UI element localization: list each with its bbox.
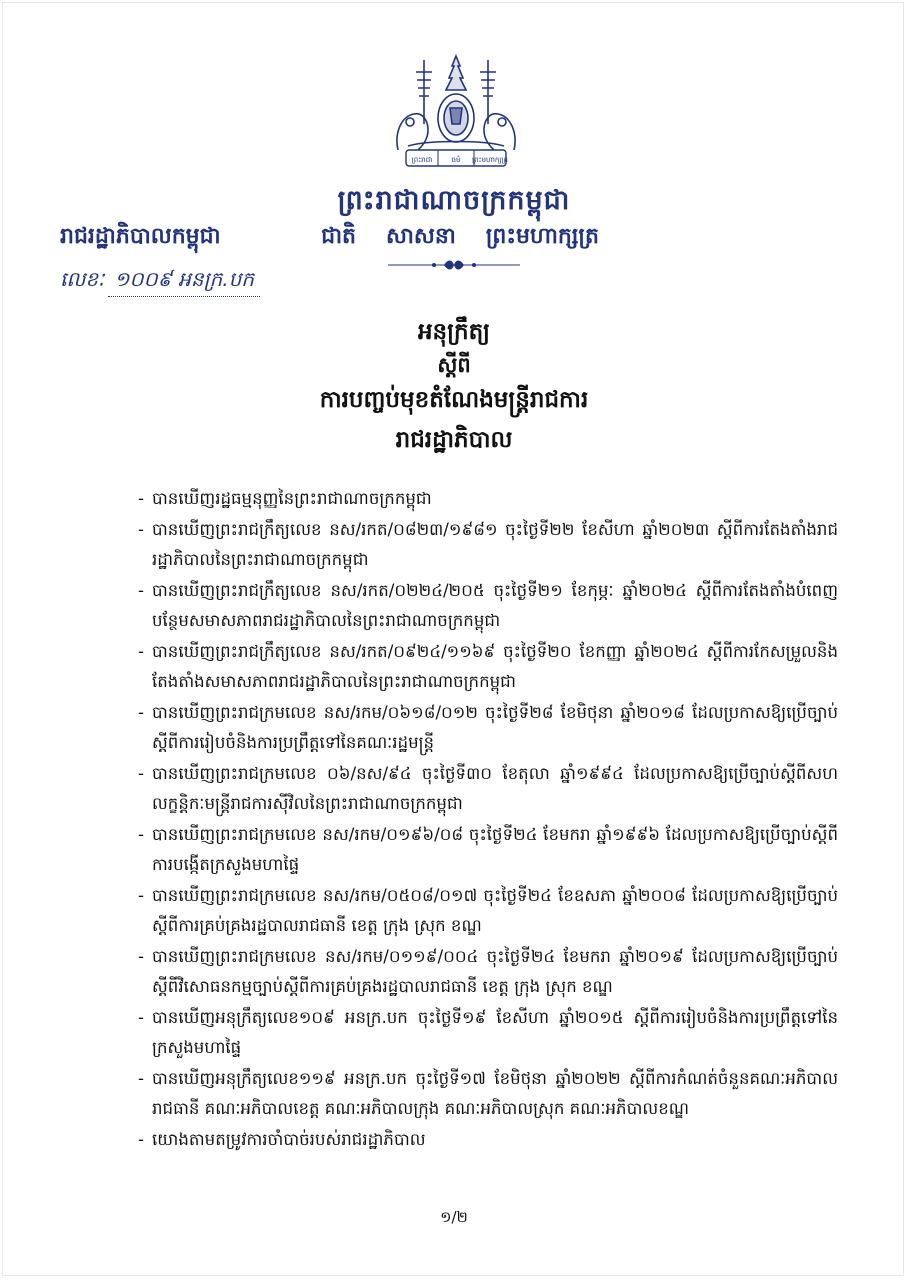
preamble-text: បានឃើញព្រះរាជក្រមលេខ នស/រកម/០៦១៨/០១២ ចុះថ្ងៃទី២៨ ខែមិថុនា ឆ្នាំ២០១៨ ដែលប្រកាសឱ្យប្រើច្បាប់ស្តីពីការរៀបចំនិងការប្រព្រឹត្តទៅនៃគណៈរដ្ឋមន្ត្រី bbox=[152, 702, 838, 752]
royal-emblem-icon bbox=[388, 54, 524, 172]
motto-king: ព្រះមហាក្សត្រ bbox=[485, 224, 599, 249]
document-subject: ការបញ្ចប់មុខតំណែងមន្ត្រីរាជការ bbox=[319, 387, 589, 413]
preamble-item: - បានឃើញព្រះរាជក្រឹត្យលេខ នស/រកត/០៩២៤/១១៦៩ ចុះថ្ងៃទី២០ ខែកញ្ញា ឆ្នាំ២០២៤ ស្តីពីការកែសម្រួលនិងតែងតាំងសមាសភាពរាជរដ្ឋាភិបាលនៃព្រះរាជាណាចក្រកម្ពុជា bbox=[138, 637, 838, 698]
preamble-item: - យោងតាមតម្រូវការចាំបាច់របស់រាជរដ្ឋាភិបាល bbox=[138, 1125, 838, 1156]
preamble-item: - បានឃើញអនុក្រឹត្យលេខ១០៩ អនក្រ.បក ចុះថ្ងៃទី១៩ ខែសីហា ឆ្នាំ២០១៥ ស្តីពីការរៀបចំនិងការប្រព្រឹត្តទៅនៃក្រសួងមហាផ្ទៃ bbox=[138, 1003, 838, 1064]
emblem-banner-left: ព្រះរាជា bbox=[411, 156, 433, 164]
kingdom-name: ព្រះរាជាណាចក្រកម្ពុជា bbox=[337, 185, 571, 216]
issuing-authority: រាជរដ្ឋាភិបាល bbox=[395, 427, 513, 453]
preamble-text: បានឃើញអនុក្រឹត្យលេខ១១៩ អនក្រ.បក ចុះថ្ងៃទី១៧ ខែមិថុនា ឆ្នាំ២០២២ ស្តីពីការកំណត់ចំនួនគណៈអភិបាលរាជធានី គណៈអភិបាលខេត្ត គណៈអភិបាលក្រុង គណៈអភិបាលស្រុក គណៈអភិបាលខណ្ឌ bbox=[152, 1068, 838, 1118]
preamble-item: - បានឃើញព្រះរាជក្រមលេខ ០៦/នស/៩៤ ចុះថ្ងៃទី៣០ ខែតុលា ឆ្នាំ១៩៩៤ ដែលប្រកាសឱ្យប្រើច្បាប់ស្តីពីសហលក្ខន្តិកៈមន្ត្រីរាជការស៊ីវិលនៃព្រះរាជាណាចក្រកម្ពុជា bbox=[138, 759, 838, 820]
reference-line bbox=[60, 266, 260, 297]
preamble-item: - បានឃើញព្រះរាជក្រឹត្យលេខ នស/រកត/០២២៤/២០៥ ចុះថ្ងៃទី២១ ខែកុម្ភៈ ឆ្នាំ២០២៤ ស្តីពីការតែងតាំងបំពេញបន្ថែមសមាសភាពរាជរដ្ឋាភិបាលនៃព្រះរាជាណាចក្រកម្ពុជា bbox=[138, 576, 838, 637]
emblem-banner-right: ព្រះមហាក្សត្រ bbox=[472, 156, 508, 164]
preamble-text: បានឃើញព្រះរាជក្រមលេខ នស/រកម/០១១៩/០០៤ ចុះថ្ងៃទី២៤ ខែមករា ឆ្នាំ២០១៩ ដែលប្រកាសឱ្យប្រើច្បាប់ស្តីពីវិសោធនកម្មច្បាប់ស្តីពីការគ្រប់គ្រងរដ្ឋបាលរាជធានី ខេត្ត ក្រុង ស្រុក ខណ្ឌ bbox=[152, 946, 838, 996]
national-motto bbox=[300, 222, 620, 254]
preamble-list bbox=[138, 484, 838, 1155]
reference-label: លេខៈ bbox=[60, 267, 105, 291]
preamble-item: - បានឃើញរដ្ឋធម្មនុញ្ញនៃព្រះរាជាណាចក្រកម្ពុជា bbox=[138, 484, 838, 515]
preamble-item: - បានឃើញព្រះរាជក្រមលេខ នស/រកម/០១៩៦/០៨ ចុះថ្ងៃទី២៤ ខែមករា ឆ្នាំ១៩៩៦ ដែលប្រកាសឱ្យប្រើច្បាប់ស្តីពីការបង្កើតក្រសួងមហាផ្ទៃ bbox=[138, 820, 838, 881]
preamble-text: បានឃើញព្រះរាជក្រមលេខ នស/រកម/០១៩៦/០៨ ចុះថ្ងៃទី២៤ ខែមករា ឆ្នាំ១៩៩៦ ដែលប្រកាសឱ្យប្រើច្បាប់ស្តីពីការបង្កើតក្រសួងមហាផ្ទៃ bbox=[152, 824, 838, 874]
preamble-text: បានឃើញព្រះរាជក្រមលេខ នស/រកម/០៥០៨/០១៧ ចុះថ្ងៃទី២៤ ខែឧសភា ឆ្នាំ២០០៨ ដែលប្រកាសឱ្យប្រើច្បាប់ស្តីពីការគ្រប់គ្រងរដ្ឋបាលរាជធានី ខេត្ត ក្រុង ស្រុក ខណ្ឌ bbox=[152, 885, 838, 935]
preamble-item: - បានឃើញព្រះរាជក្រឹត្យលេខ នស/រកត/០៨២៣/១៩៨១ ចុះថ្ងៃទី២២ ខែសីហា ឆ្នាំ២០២៣ ស្តីពីការតែងតាំងរាជរដ្ឋាភិបាលនៃព្រះរាជាណាចក្រកម្ពុជា bbox=[138, 515, 838, 576]
emblem-banner-center: ធម៌ bbox=[451, 156, 461, 164]
preamble-item: - បានឃើញព្រះរាជក្រមលេខ នស/រកម/០១១៩/០០៤ ចុះថ្ងៃទី២៤ ខែមករា ឆ្នាំ២០១៩ ដែលប្រកាសឱ្យប្រើច្បាប់ស្តីពីវិសោធនកម្មច្បាប់ស្តីពីការគ្រប់គ្រងរដ្ឋបាលរាជធានី ខេត្ត ក្រុង ស្រុក ខណ្ឌ bbox=[138, 942, 838, 1003]
preamble-item: - បានឃើញអនុក្រឹត្យលេខ១១៩ អនក្រ.បក ចុះថ្ងៃទី១៧ ខែមិថុនា ឆ្នាំ២០២២ ស្តីពីការកំណត់ចំនួនគណៈអភិបាលរាជធានី គណៈអភិបាលខេត្ត គណៈអភិបាលក្រុង គណៈអភិបាលស្រុក គណៈអភិបាលខណ្ឌ bbox=[138, 1064, 838, 1125]
preamble-text: បានឃើញរដ្ឋធម្មនុញ្ញនៃព្រះរាជាណាចក្រកម្ពុជា bbox=[152, 489, 432, 508]
page-number: ១/២ bbox=[440, 1208, 468, 1226]
preamble-text: បានឃើញព្រះរាជក្រឹត្យលេខ នស/រកត/០៩២៤/១១៦៩ ចុះថ្ងៃទី២០ ខែកញ្ញា ឆ្នាំ២០២៤ ស្តីពីការកែសម្រួលនិងតែងតាំងសមាសភាពរាជរដ្ឋាភិបាលនៃព្រះរាជាណាចក្រកម្ពុជា bbox=[152, 641, 838, 691]
government-name: រាជរដ្ឋាភិបាលកម្ពុជា bbox=[60, 224, 221, 249]
preamble-text: បានឃើញព្រះរាជក្រមលេខ ០៦/នស/៩៤ ចុះថ្ងៃទី៣០ ខែតុលា ឆ្នាំ១៩៩៤ ដែលប្រកាសឱ្យប្រើច្បាប់ស្តីពីសហលក្ខន្តិកៈមន្ត្រីរាជការស៊ីវិលនៃព្រះរាជាណាចក្រកម្ពុជា bbox=[152, 763, 838, 813]
motto-religion: សាសនា bbox=[385, 224, 456, 249]
preamble-text: បានឃើញអនុក្រឹត្យលេខ១០៩ អនក្រ.បក ចុះថ្ងៃទី១៩ ខែសីហា ឆ្នាំ២០១៥ ស្តីពីការរៀបចំនិងការប្រព្រឹត្តទៅនៃក្រសួងមហាផ្ទៃ bbox=[152, 1007, 838, 1057]
motto-nation: ជាតិ bbox=[321, 224, 356, 249]
preamble-item: - បានឃើញព្រះរាជក្រមលេខ នស/រកម/០៦១៨/០១២ ចុះថ្ងៃទី២៨ ខែមិថុនា ឆ្នាំ២០១៨ ដែលប្រកាសឱ្យប្រើច្បាប់ស្តីពីការរៀបចំនិងការប្រព្រឹត្តទៅនៃគណៈរដ្ឋមន្ត្រី bbox=[138, 698, 838, 759]
preamble-text: បានឃើញព្រះរាជក្រឹត្យលេខ នស/រកត/០៨២៣/១៩៨១ ចុះថ្ងៃទី២២ ខែសីហា ឆ្នាំ២០២៣ ស្តីពីការតែងតាំងរាជរដ្ឋាភិបាលនៃព្រះរាជាណាចក្រកម្ពុជា bbox=[152, 519, 838, 569]
title-about: ស្តីពី bbox=[437, 353, 471, 377]
motto-ornament-icon bbox=[384, 258, 524, 272]
reference-number: ១០០៩ អនក្រ.បក bbox=[108, 266, 260, 297]
preamble-item: - បានឃើញព្រះរាជក្រមលេខ នស/រកម/០៥០៨/០១៧ ចុះថ្ងៃទី២៤ ខែឧសភា ឆ្នាំ២០០៨ ដែលប្រកាសឱ្យប្រើច្បាប់ស្តីពីការគ្រប់គ្រងរដ្ឋបាលរាជធានី ខេត្ត ក្រុង ស្រុក ខណ្ឌ bbox=[138, 881, 838, 942]
preamble-text: បានឃើញព្រះរាជក្រឹត្យលេខ នស/រកត/០២២៤/២០៥ ចុះថ្ងៃទី២១ ខែកុម្ភៈ ឆ្នាំ២០២៤ ស្តីពីការតែងតាំងបំពេញបន្ថែមសមាសភាពរាជរដ្ឋាភិបាលនៃព្រះរាជាណាចក្រកម្ពុជា bbox=[152, 580, 838, 630]
document-type: អនុក្រឹត្យ bbox=[417, 319, 491, 345]
preamble-text: យោងតាមតម្រូវការចាំបាច់របស់រាជរដ្ឋាភិបាល bbox=[152, 1129, 426, 1149]
